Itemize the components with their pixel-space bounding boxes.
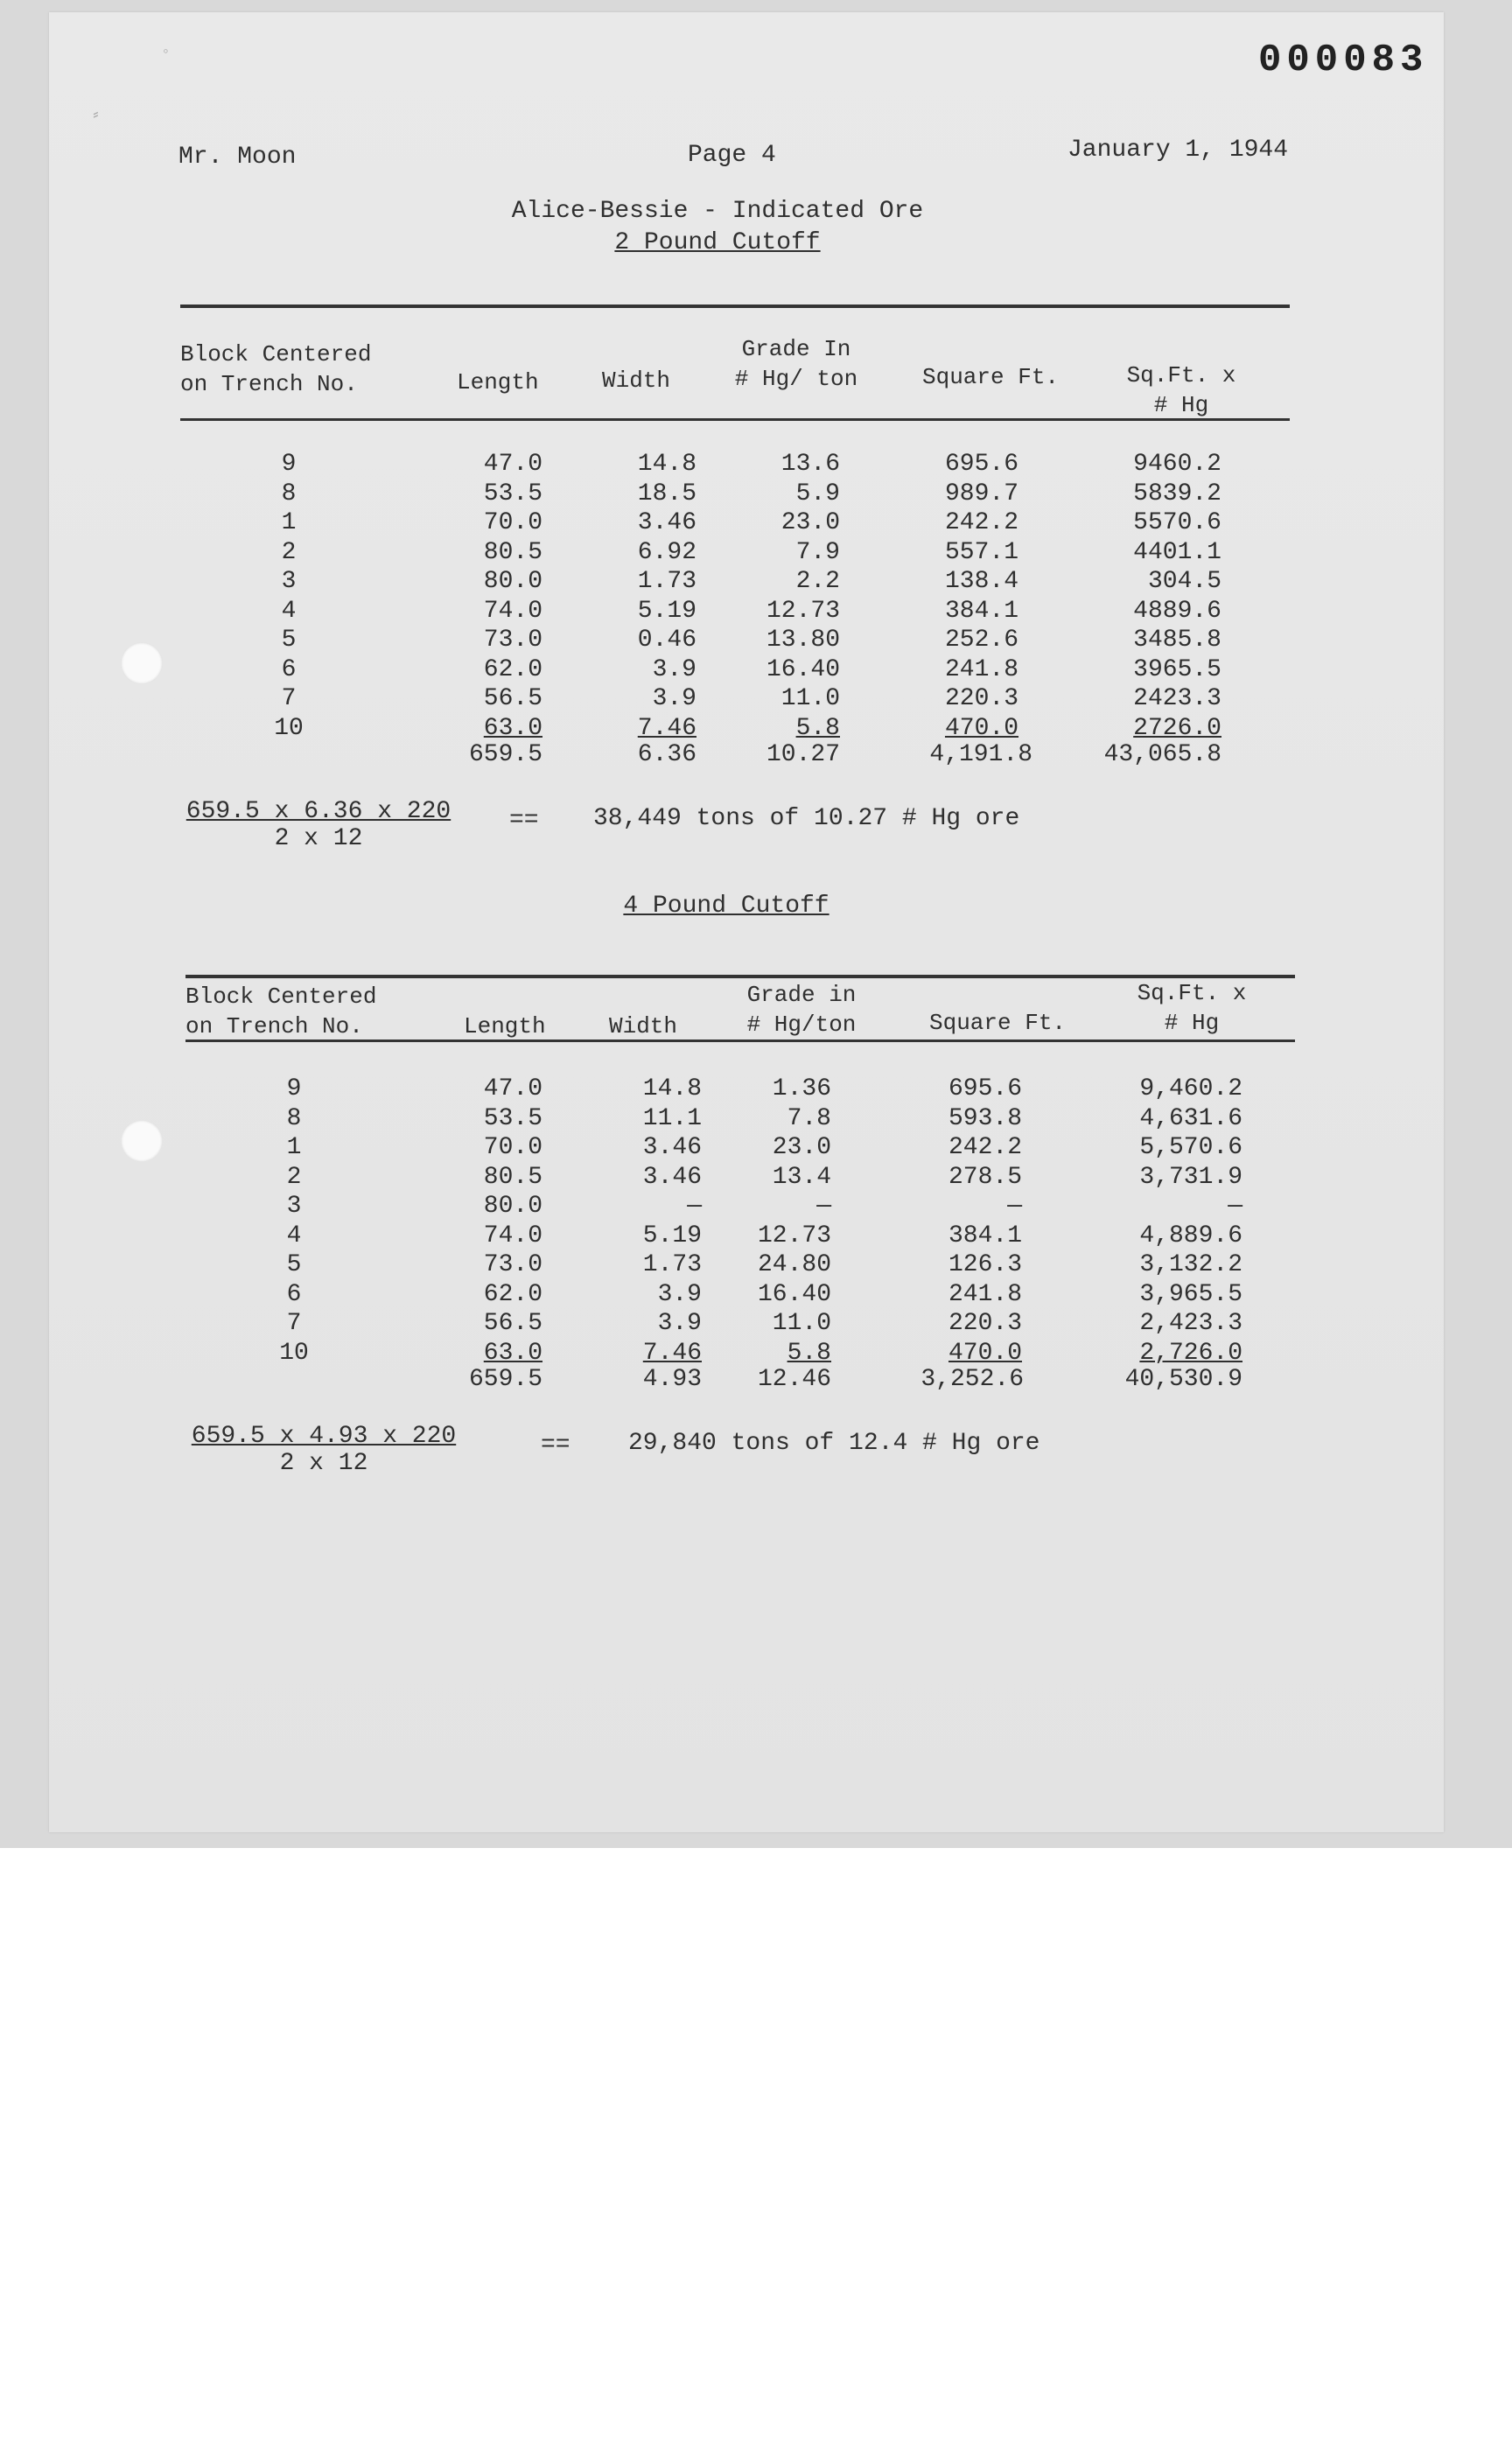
table1-col-trench	[262, 450, 315, 743]
table2-header-length: Length	[464, 1013, 546, 1040]
header-block-line2: on Trench No.	[180, 371, 358, 397]
table-cell: 11.0	[772, 1310, 831, 1337]
table1-header-sqft: Square Ft.	[922, 364, 1060, 390]
table-cell: 8	[281, 480, 297, 508]
table-cell: 12.73	[766, 597, 840, 625]
table-cell: 3485.8	[1133, 626, 1222, 654]
table-cell: 3.46	[642, 1163, 702, 1191]
header-grade-line2: # Hg/ton	[746, 1012, 857, 1038]
table-cell: 5839.2	[1133, 480, 1222, 508]
table-cell: 80.5	[483, 538, 542, 566]
table-cell: 3.9	[652, 655, 696, 683]
table-cell: 80.5	[483, 1163, 542, 1191]
table2-calc-result: 29,840 tons of 12.4 # Hg ore	[628, 1430, 1040, 1457]
table-cell: 3,731.9	[1139, 1163, 1242, 1191]
recipient: Mr. Moon	[178, 144, 297, 171]
table1-calc-numerator: 659.5 x 6.36 x 220	[186, 798, 452, 825]
table2-header-grade	[723, 980, 880, 1040]
header-sqft-hg-line1: Sq.Ft. x	[1126, 362, 1236, 388]
table2-col-sqft-hg	[1111, 1074, 1242, 1368]
table-cell: 220.3	[944, 685, 1018, 712]
table-cell: 989.7	[944, 480, 1018, 508]
table1-calc-denominator: 2 x 12	[274, 825, 363, 852]
document-number: 000083	[1258, 38, 1429, 82]
table-cell: 384.1	[948, 1222, 1022, 1250]
header-block-line2: on Trench No.	[186, 1013, 363, 1040]
table2-calc-numerator: 659.5 x 4.93 x 220	[191, 1423, 457, 1450]
table-cell: 4401.1	[1133, 538, 1222, 566]
table-cell: 74.0	[483, 597, 542, 625]
table2-calc-equals: ==	[541, 1432, 570, 1459]
table-cell: 56.5	[483, 1310, 542, 1337]
table-cell: 4,631.6	[1139, 1104, 1242, 1132]
table-cell: 11.0	[780, 685, 840, 712]
table-cell: —	[816, 1193, 831, 1220]
table-cell: 695.6	[944, 451, 1018, 478]
table-cell: 5	[281, 626, 297, 654]
table2-total-length: 659.5	[468, 1366, 542, 1393]
table-cell: 9	[286, 1075, 302, 1102]
table1-total-grade: 10.27	[766, 741, 840, 768]
table1-header-sqft-hg	[1111, 360, 1251, 420]
table-cell: 5.19	[637, 597, 696, 625]
table-cell: 2726.0	[1133, 714, 1222, 742]
table-cell: 242.2	[944, 509, 1018, 536]
table-cell: —	[687, 1193, 702, 1220]
table-cell: —	[1228, 1193, 1242, 1220]
table-cell: 1	[286, 1134, 302, 1161]
table2-total-sqft-hg: 40,530.9	[1124, 1366, 1242, 1393]
table-cell: 53.5	[483, 1104, 542, 1132]
table-cell: 557.1	[944, 538, 1018, 566]
table2-col-width	[618, 1074, 702, 1368]
table-cell: 2423.3	[1133, 685, 1222, 712]
table1-total-sqft: 4,191.8	[929, 741, 1032, 768]
table-cell: 241.8	[948, 1280, 1022, 1308]
table-cell: 3.9	[657, 1310, 702, 1337]
table-cell: —	[1007, 1193, 1022, 1220]
table-cell: 220.3	[948, 1310, 1022, 1337]
table-cell: 3,132.2	[1139, 1251, 1242, 1278]
table-cell: 7	[286, 1310, 302, 1337]
table1-header-width: Width	[602, 368, 671, 394]
table-cell: 13.4	[772, 1163, 831, 1191]
table-cell: 5.9	[795, 480, 840, 508]
table-cell: 2.2	[795, 568, 840, 595]
table-cell: 62.0	[483, 1280, 542, 1308]
table-cell: 0.46	[637, 626, 696, 654]
table-cell: 13.6	[780, 451, 840, 478]
table-cell: 6.92	[637, 538, 696, 566]
table1-top-rule	[180, 304, 1290, 308]
table-cell: 242.2	[948, 1134, 1022, 1161]
header-grade-line1: Grade in	[746, 982, 857, 1008]
table-cell: 2,726.0	[1139, 1339, 1242, 1367]
table-cell: 1.73	[637, 568, 696, 595]
table-cell: 5.8	[795, 714, 840, 742]
table-cell: 3.9	[652, 685, 696, 712]
table-cell: 16.40	[766, 655, 840, 683]
header-grade-line2: # Hg/ ton	[734, 366, 858, 392]
table-cell: 3.9	[657, 1280, 702, 1308]
table-cell: 278.5	[948, 1163, 1022, 1191]
table-cell: 23.0	[780, 509, 840, 536]
table-cell: 14.8	[637, 451, 696, 478]
header-sqft-hg-line2: # Hg	[1164, 1010, 1220, 1036]
table1-total-length: 659.5	[468, 741, 542, 768]
table-cell: 7.46	[642, 1339, 702, 1367]
table-cell: 70.0	[483, 509, 542, 536]
table1-col-sqft	[928, 450, 1018, 743]
scan-speck: ◦	[161, 44, 171, 61]
header-block-line1: Block Centered	[180, 341, 372, 368]
table-cell: 3,965.5	[1139, 1280, 1242, 1308]
table-cell: 9,460.2	[1139, 1075, 1242, 1102]
table1-calc-fraction	[180, 798, 457, 852]
table2-header-rule	[186, 1040, 1295, 1042]
table-cell: 9	[281, 451, 297, 478]
table-cell: 56.5	[483, 685, 542, 712]
page-number: Page 4	[688, 142, 776, 169]
table-cell: 14.8	[642, 1075, 702, 1102]
table-cell: 1	[281, 509, 297, 536]
table-cell: 47.0	[483, 451, 542, 478]
table-cell: 13.80	[766, 626, 840, 654]
table-cell: 470.0	[948, 1339, 1022, 1367]
table1-col-length	[464, 450, 542, 743]
header-block-line1: Block Centered	[186, 984, 377, 1010]
table-cell: 23.0	[772, 1134, 831, 1161]
table-cell: 3	[286, 1193, 302, 1220]
header-sqft-hg-line2: # Hg	[1153, 392, 1209, 418]
table-cell: 53.5	[483, 480, 542, 508]
table-cell: 80.0	[483, 1193, 542, 1220]
table-cell: 73.0	[483, 1251, 542, 1278]
table-cell: 24.80	[757, 1251, 831, 1278]
table-cell: 384.1	[944, 597, 1018, 625]
table-cell: 3	[281, 568, 297, 595]
table1-total-sqft-hg: 43,065.8	[1103, 741, 1222, 768]
table2-subtitle: 4 Pound Cutoff	[623, 892, 830, 920]
table-cell: 4889.6	[1133, 597, 1222, 625]
table-cell: 5	[286, 1251, 302, 1278]
table-cell: 7.46	[637, 714, 696, 742]
table-cell: 1.36	[772, 1075, 831, 1102]
table-cell: 7.9	[795, 538, 840, 566]
table-cell: 7.8	[787, 1104, 831, 1132]
table1-calc-equals: ==	[509, 807, 539, 834]
table1-header-length: Length	[457, 369, 539, 396]
table-cell: 47.0	[483, 1075, 542, 1102]
table-cell: 5,570.6	[1139, 1134, 1242, 1161]
table1-total-width: 6.36	[637, 741, 696, 768]
table-cell: 6	[281, 655, 297, 683]
table-cell: 62.0	[483, 655, 542, 683]
table-cell: 593.8	[948, 1104, 1022, 1132]
table-cell: 4	[286, 1222, 302, 1250]
table-cell: 5.8	[787, 1339, 831, 1367]
table2-header-block	[186, 982, 376, 1041]
table-cell: 4	[281, 597, 297, 625]
table-cell: 18.5	[637, 480, 696, 508]
table2-col-grade	[740, 1074, 831, 1368]
table2-col-sqft	[931, 1074, 1022, 1368]
table2-header-sqft: Square Ft.	[929, 1010, 1067, 1036]
table1-col-sqft-hg	[1111, 450, 1222, 743]
table-cell: 241.8	[944, 655, 1018, 683]
table2-total-grade: 12.46	[757, 1366, 831, 1393]
scan-speck: ⸗	[91, 107, 101, 124]
table1-col-grade	[752, 450, 840, 743]
date: January 1, 1944	[1068, 136, 1289, 164]
document-page	[49, 12, 1444, 1832]
table1-calc-result: 38,449 tons of 10.27 # Hg ore	[593, 805, 1020, 832]
punch-hole	[121, 642, 163, 684]
table2-col-length	[464, 1074, 542, 1368]
table-cell: 8	[286, 1104, 302, 1132]
table-cell: 2	[281, 538, 297, 566]
table-cell: 80.0	[483, 568, 542, 595]
table-cell: 16.40	[757, 1280, 831, 1308]
table-cell: 70.0	[483, 1134, 542, 1161]
table-cell: 3.46	[637, 509, 696, 536]
table-cell: 4,889.6	[1139, 1222, 1242, 1250]
header-sqft-hg-line1: Sq.Ft. x	[1137, 980, 1247, 1006]
table-cell: 3965.5	[1133, 655, 1222, 683]
table-cell: 5570.6	[1133, 509, 1222, 536]
table1-header-grade	[718, 334, 875, 394]
table-cell: 9460.2	[1133, 451, 1222, 478]
table1-header-rule	[180, 418, 1290, 421]
table-cell: 252.6	[944, 626, 1018, 654]
table-cell: 10	[274, 714, 304, 742]
table-cell: 695.6	[948, 1075, 1022, 1102]
table2-header-width: Width	[609, 1013, 678, 1040]
table1-col-width	[612, 450, 696, 743]
table-cell: 63.0	[483, 1339, 542, 1367]
table2-calc-denominator: 2 x 12	[279, 1450, 368, 1477]
table-cell: 2,423.3	[1139, 1310, 1242, 1337]
table-cell: 73.0	[483, 626, 542, 654]
table-cell: 126.3	[948, 1251, 1022, 1278]
table-cell: 3.46	[642, 1134, 702, 1161]
table1-subtitle: 2 Pound Cutoff	[614, 229, 821, 256]
table2-col-trench	[268, 1074, 320, 1368]
table-cell: 304.5	[1147, 568, 1222, 595]
table-cell: 10	[279, 1339, 309, 1367]
table2-calc-fraction	[186, 1423, 462, 1477]
page-title: Alice-Bessie - Indicated Ore	[511, 198, 924, 225]
table-cell: 74.0	[483, 1222, 542, 1250]
table1-header-block	[180, 340, 371, 399]
table2-header-sqft-hg	[1122, 978, 1262, 1038]
table-cell: 12.73	[757, 1222, 831, 1250]
header-grade-line1: Grade In	[741, 336, 851, 362]
table2-total-width: 4.93	[642, 1366, 702, 1393]
table-cell: 6	[286, 1280, 302, 1308]
table-cell: 470.0	[944, 714, 1018, 742]
table-cell: 7	[281, 685, 297, 712]
table-cell: 5.19	[642, 1222, 702, 1250]
table2-total-sqft: 3,252.6	[920, 1366, 1024, 1393]
table-cell: 2	[286, 1163, 302, 1191]
table-cell: 11.1	[642, 1104, 702, 1132]
table-cell: 1.73	[642, 1251, 702, 1278]
punch-hole	[121, 1120, 163, 1162]
table-cell: 63.0	[483, 714, 542, 742]
table-cell: 138.4	[944, 568, 1018, 595]
